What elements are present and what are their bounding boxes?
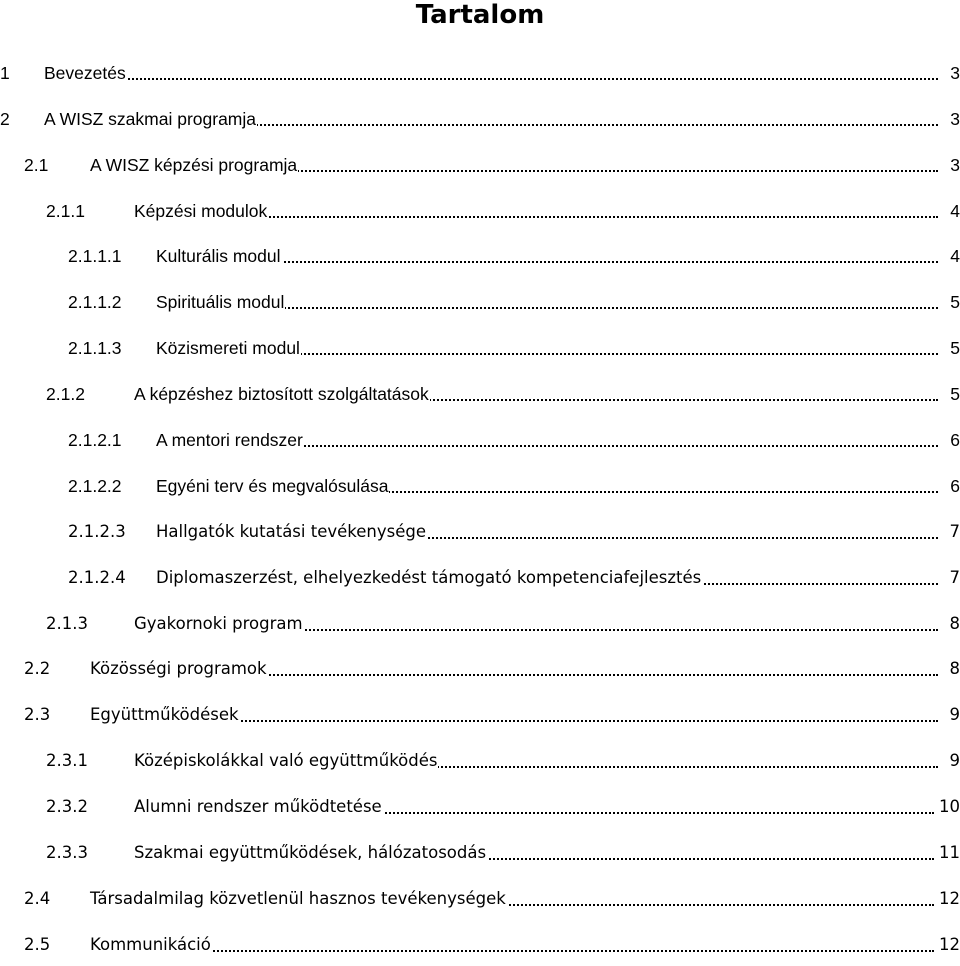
toc-entry-title: A WISZ szakmai programja xyxy=(44,108,256,129)
toc-entry-number: 2.1.1.2 xyxy=(68,292,122,313)
toc-entry-title: Képzési modulok xyxy=(134,200,268,221)
toc-entry-page: 3 xyxy=(938,154,960,176)
toc-entry-page: 8 xyxy=(938,658,960,680)
toc-entry-title: Szakmai együttműködések, hálózatosodás xyxy=(134,843,487,863)
toc-entry-page: 3 xyxy=(938,62,960,84)
toc-entry-2-4[interactable] xyxy=(0,874,960,920)
toc-entry-2-1-1-2[interactable] xyxy=(0,277,960,323)
toc-entry-number: 1 xyxy=(0,62,10,83)
toc-entry-title: Közösségi programok xyxy=(90,659,267,679)
toc-entry-2-3-2[interactable] xyxy=(0,782,960,828)
toc-entry-title: Közismereti modul xyxy=(156,338,300,359)
toc-entry-2-3-1[interactable] xyxy=(0,736,960,782)
toc-entry-title: A WISZ képzési programja xyxy=(90,154,298,175)
toc-entry-title: Gyakornoki program xyxy=(134,613,303,633)
toc-entry-page: 11 xyxy=(934,842,960,864)
toc-entry-page: 10 xyxy=(934,796,960,818)
toc-entry-number: 2.3.3 xyxy=(46,843,88,863)
toc-entry-number: 2.3.1 xyxy=(46,751,88,771)
toc-entry-2-5[interactable] xyxy=(0,920,960,966)
toc-entry-title: Bevezetés xyxy=(44,62,126,83)
toc-entry-number: 2.4 xyxy=(24,888,51,908)
toc-entry-2-1-1-3[interactable] xyxy=(0,323,960,369)
toc-entry-page: 9 xyxy=(938,750,960,772)
table-of-contents xyxy=(0,48,960,966)
toc-entry-2-1-3[interactable] xyxy=(0,599,960,645)
toc-entry-1[interactable] xyxy=(0,48,960,94)
toc-entry-number: 2.1.3 xyxy=(46,613,88,633)
toc-entry-2-1-2-2[interactable] xyxy=(0,461,960,507)
toc-entry-page: 4 xyxy=(938,245,960,267)
toc-entry-2-1[interactable] xyxy=(0,140,960,186)
toc-entry-title: Társadalmilag közvetlenül hasznos tevékenységek xyxy=(90,888,506,908)
toc-entry-number: 2.1 xyxy=(24,154,49,175)
toc-entry-title: Alumni rendszer működtetése xyxy=(134,797,382,817)
toc-entry-title: Egyéni terv és megvalósulása xyxy=(156,475,389,496)
toc-entry-number: 2.3 xyxy=(24,705,51,725)
toc-entry-number: 2.5 xyxy=(24,934,51,954)
toc-entry-number: 2.3.2 xyxy=(46,797,88,817)
toc-entry-2-1-2-3[interactable] xyxy=(0,507,960,553)
toc-entry-page: 12 xyxy=(934,888,960,910)
toc-entry-2-1-2[interactable] xyxy=(0,369,960,415)
toc-entry-page: 12 xyxy=(934,934,960,956)
toc-entry-2[interactable] xyxy=(0,94,960,140)
dot-leader xyxy=(44,78,938,80)
toc-entry-page: 7 xyxy=(938,567,960,589)
toc-entry-number: 2.1.1.1 xyxy=(68,246,122,267)
toc-entry-title: Diplomaszerzést, elhelyezkedést támogató kompetenciafejlesztés xyxy=(156,567,702,587)
toc-entry-title: A mentori rendszer xyxy=(156,430,303,451)
toc-entry-number: 2.1.2.4 xyxy=(68,567,126,587)
toc-entry-page: 5 xyxy=(938,383,960,405)
toc-entry-title: Középiskolákkal való együttműködés xyxy=(134,751,438,771)
toc-entry-number: 2.1.1.3 xyxy=(68,338,122,359)
toc-entry-page: 3 xyxy=(938,108,960,130)
toc-entry-2-1-2-1[interactable] xyxy=(0,415,960,461)
toc-entry-2-3[interactable] xyxy=(0,690,960,736)
toc-entry-number: 2.1.2.3 xyxy=(68,521,126,541)
toc-entry-page: 5 xyxy=(938,337,960,359)
toc-entry-2-3-3[interactable] xyxy=(0,828,960,874)
toc-entry-page: 6 xyxy=(938,475,960,497)
toc-entry-2-2[interactable] xyxy=(0,645,960,691)
toc-entry-page: 8 xyxy=(938,613,960,635)
dot-leader xyxy=(90,950,934,952)
toc-entry-title: Spirituális modul xyxy=(156,292,285,313)
toc-entry-number: 2.1.2.2 xyxy=(68,475,122,496)
toc-entry-2-1-1[interactable] xyxy=(0,186,960,232)
toc-entry-page: 6 xyxy=(938,429,960,451)
toc-entry-page: 7 xyxy=(938,521,960,543)
toc-entry-number: 2 xyxy=(0,108,10,129)
toc-entry-title: Hallgatók kutatási tevékenysége xyxy=(156,521,426,541)
toc-entry-page: 4 xyxy=(938,200,960,222)
toc-entry-number: 2.1.2 xyxy=(46,384,85,405)
toc-entry-page: 5 xyxy=(938,291,960,313)
toc-entry-title: A képzéshez biztosított szolgáltatások xyxy=(134,384,429,405)
toc-entry-title: Együttműködések xyxy=(90,705,239,725)
page-title: Tartalom xyxy=(415,0,545,30)
toc-entry-title: Kommunikáció xyxy=(90,934,211,954)
toc-entry-2-1-2-4[interactable] xyxy=(0,553,960,599)
toc-entry-number: 2.1.1 xyxy=(46,200,85,221)
toc-entry-2-1-1-1[interactable] xyxy=(0,232,960,278)
toc-entry-number: 2.1.2.1 xyxy=(68,430,122,451)
toc-entry-number: 2.2 xyxy=(24,659,51,679)
toc-entry-page: 9 xyxy=(938,704,960,726)
toc-entry-title: Kulturális modul xyxy=(156,246,281,267)
